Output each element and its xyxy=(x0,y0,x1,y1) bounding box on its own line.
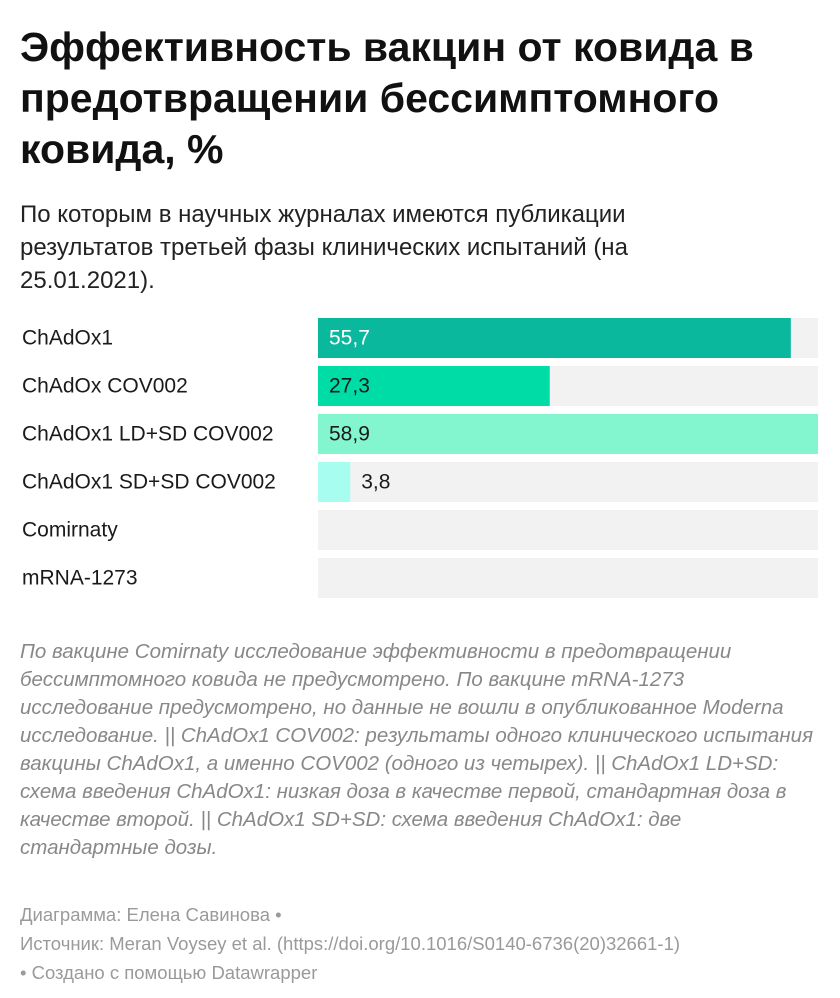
bar-track xyxy=(318,558,818,598)
category-label: Comirnaty xyxy=(22,518,118,542)
footer-credit: • Создано с помощью Datawrapper xyxy=(20,962,318,983)
category-label: ChAdOx COV002 xyxy=(22,374,188,398)
footer-source: Источник: Meran Voysey et al. (https://doi.org/10.1016/S0140-6736(20)32661-1) xyxy=(20,933,681,954)
category-label: ChAdOx1 SD+SD COV002 xyxy=(22,470,276,494)
bar-track xyxy=(318,462,818,502)
category-label: ChAdOx1 xyxy=(22,326,114,350)
bar-chart xyxy=(0,310,840,610)
chart-notes: По вакцине Comirnaty исследование эффективности в предотвращении бессимптомного ковида не предусмотрено. По вакцине mRNA-1273 исследование предусмотрено, но данные не вошли в опубликованное Moderna исследование. || ChAdOx1 COV002: результаты одного клинического испытания вакцины ChAdOx1, а именно COV002 (одного из четырех). || ChAdOx1 LD+SD: схема введения ChAdOx1: низкая доза в качестве первой, стандартная доза в качестве второй. || ChAdOx1 SD+SD: схема введения ChAdOx1: две стандартные дозы. xyxy=(20,640,814,859)
bar xyxy=(318,414,818,454)
value-label: 55,7 xyxy=(329,326,370,350)
chart-footer xyxy=(20,900,830,987)
value-label: 58,9 xyxy=(329,422,370,446)
category-label: mRNA-1273 xyxy=(22,566,138,590)
bar-track xyxy=(318,510,818,550)
chart-title: Эффективность вакцин от ковида в предотвращении бессимптомного ковида, % xyxy=(20,24,754,172)
category-label: ChAdOx1 LD+SD COV002 xyxy=(22,422,274,446)
value-label: 27,3 xyxy=(329,374,370,398)
bar xyxy=(318,462,350,502)
footer-author: Диаграмма: Елена Савинова • xyxy=(20,904,282,925)
value-label: 3,8 xyxy=(361,470,391,494)
bar xyxy=(318,318,791,358)
chart-subtitle: По которым в научных журналах имеются публикации результатов третьей фазы клинических испытаний (на 25.01.2021). xyxy=(20,201,628,294)
